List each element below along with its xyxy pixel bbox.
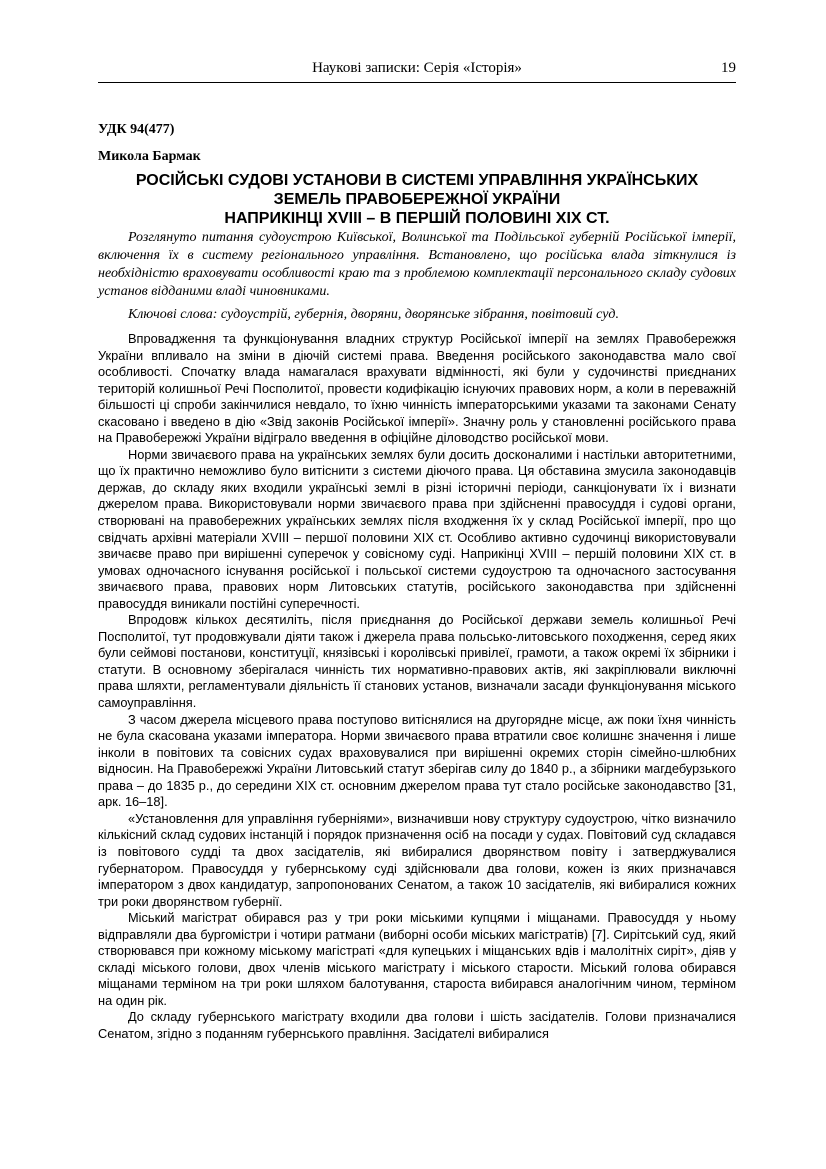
- body-paragraph: Впровадження та функціонування владних структур Російської імперії на землях Правобережжя України впливало на зміни в діючій системі права. Введення російського законодавства мало свої особливості. Спочатку влада намагалася врахувати відмінності, які були у судочинстві приєднаних територій колишньої Речі Посполитої, провести кодифікацію існуючих правових норм, а коли в переважній більшості ці спроби закінчилися невдало, то їхню чинність імператорськими указами та законами Сенату скасовано і введено в дію «Звід законів Російської імперії». Значну роль у становленні російського права на Правобережжі України відіграло введення в офіційне діловодство російської мови.: [98, 331, 736, 446]
- page-number: 19: [721, 60, 736, 76]
- article-title: [98, 171, 736, 228]
- body-paragraph: «Установлення для управління губерніями», визначивши нову структуру судоустрою, чітко визначило кількісний склад судових інстанцій і порядок призначення осіб на посади у судах. Повітовий суд складався із повітового судді та двох засідателів, які вибиралися дворянством повіту і затверджувалися губернатором. Правосуддя у губернському суді здійснювали два голови, кожен із яких призначався імператором з двох кандидатур, запропонованих Сенатом, а також 10 засідателів, які вибиралися кожних три роки дворянством губернії.: [98, 810, 736, 909]
- author-name: Микола Бармак: [98, 149, 201, 164]
- udc-code: УДК 94(477): [98, 122, 175, 137]
- title-line-2: ЗЕМЕЛЬ ПРАВОБЕРЕЖНОЇ УКРАЇНИ: [273, 191, 561, 208]
- body-paragraph: Впродовж кількох десятиліть, після приєднання до Російської держави земель колишньої Речі Посполитої, тут продовжували діяти також і джерела права польсько-литовського походження, серед яких були сеймові постанови, конституції, князівські і королівські привілеї, грамоти, а також окремі їх збірники і статути. В основному зберігалася чинність тих нормативно-правових актів, які закріплювали виключні права шляхти, регламентували діяльність її станових установ, визначали засади функціонування міського самоуправління.: [98, 612, 736, 711]
- body-paragraph: З часом джерела місцевого права поступово витіснялися на другорядне місце, аж поки їхня чинність не була скасована указами імператора. Норми звичаєвого права втратили своє колишнє значення і лише інколи в повітових та совісних судах враховувалися при вирішенні окремих сторін сімейно-шлюбних відносин. На Правобережжі України Литовський статут зберігав силу до 1840 р., а збірники магдебурзького права – до 1835 р., до середини XIX ст. основним джерелом права тут стало російське законодавство [31, арк. 16–18].: [98, 711, 736, 810]
- title-line-1: РОСІЙСЬКІ СУДОВІ УСТАНОВИ В СИСТЕМІ УПРАВЛІННЯ УКРАЇНСЬКИХ: [135, 172, 699, 189]
- article-body: [98, 331, 736, 1043]
- body-paragraph: Норми звичаєвого права на українських землях були досить досконалими і настільки авторитетними, що їх практично неможливо було витіснити з системи діючого права. Ця обставина змусила законодавців держав, до складу яких входили українські землі в різні історичні періоди, санкціонувати їх і визнати джерелом права. Використовували норми звичаєвого права при здійсненні правосуддя і судові органи, створювані на правобережних українських землях після входження їх у склад Російської імперії, про що свідчать архівні матеріали XVIII – першої половини XIX ст. Особливо активно судочинці використовували звичаєве право при вирішенні суперечок у совісному суді. Наприкінці XVIII – першій половини XIX ст. в умовах одночасного існування російської і польської системи судоустрою та одночасного застосування звичаєвого права, правових норм Литовських статутів, російського законодавства при здійсненні правосуддя виникали постійні суперечності.: [98, 446, 736, 611]
- body-paragraph: Міський магістрат обирався раз у три роки міськими купцями і міщанами. Правосуддя у ньому відправляли два бургомістри і чотири ратмани (виборні особи міських магістратів) [7]. Сирітський суд, який створювався при кожному міському магістраті «для купецьких і міщанських вдів і малолітніх сиріт», діяв у складі міського голови, двох членів міського магістрату і міського старости. Міський голова обирався міщанами терміном на три роки шляхом балотування, староста вибирався аналогічним чином, терміном на один рік.: [98, 910, 736, 1008]
- running-header: [98, 60, 736, 83]
- keywords: Ключові слова: судоустрій, губернія, дворяни, дворянське зібрання, повітовий суд.: [128, 307, 619, 322]
- abstract: Розглянуто питання судоустрою Київської, Волинської та Подільської губерній Російської імперії, включення їх в систему регіонального управління. Встановлено, що російська влада зіткнулися із необхідністю враховувати особливості краю та з проблемою комплектації персонального складу судових установ відданими владі чиновниками.: [98, 230, 736, 299]
- journal-title: Наукові записки: Серія «Історія»: [312, 60, 522, 76]
- body-paragraph: До складу губернського магістрату входили два голови і шість засідателів. Голови призначалися Сенатом, згідно з поданням губернського правління. Засідателі вибиралися: [98, 1009, 736, 1041]
- title-line-3: НАПРИКІНЦІ XVIII – В ПЕРШІЙ ПОЛОВИНІ XIX СТ.: [224, 210, 610, 227]
